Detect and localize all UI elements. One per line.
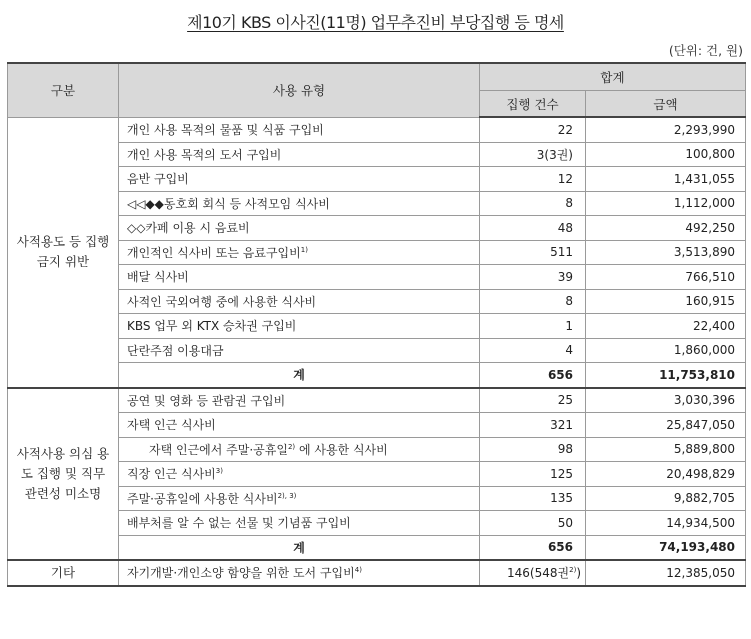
amount-cell: 3,030,396: [586, 388, 746, 413]
amount-cell: 100,800: [586, 142, 746, 167]
footnote-mark: 4): [354, 566, 362, 575]
count-cell: 3(3권): [480, 142, 586, 167]
amount-cell: 20,498,829: [586, 462, 746, 487]
subtotal-row: [8, 535, 746, 560]
table-row: [8, 117, 746, 142]
amount-cell: 1,112,000: [586, 191, 746, 216]
footnote-mark: 2): [569, 566, 577, 575]
count-cell: 50: [480, 511, 586, 536]
amount-cell: 160,915: [586, 289, 746, 314]
count-cell: 4: [480, 338, 586, 363]
table-row: [8, 486, 746, 511]
count-cell: 321: [480, 413, 586, 438]
amount-cell: 5,889,800: [586, 437, 746, 462]
footnote-mark: 1): [300, 245, 308, 254]
type-cell: ◁◁◆◆동호회 회식 등 사적모임 식사비: [119, 191, 480, 216]
table-row: [8, 265, 746, 290]
amount-cell: 766,510: [586, 265, 746, 290]
count-cell: 48: [480, 216, 586, 241]
table-row: [8, 338, 746, 363]
type-cell: 자택 인근 식사비: [119, 413, 480, 438]
type-cell: 개인 사용 목적의 도서 구입비: [119, 142, 480, 167]
amount-cell: 492,250: [586, 216, 746, 241]
table-row: [8, 511, 746, 536]
count-cell: 8: [480, 289, 586, 314]
table-row: [8, 462, 746, 487]
table-row: [8, 191, 746, 216]
subtotal-amount: 74,193,480: [586, 535, 746, 560]
count-cell: 8: [480, 191, 586, 216]
table-row: [8, 240, 746, 265]
table-row: [8, 560, 746, 586]
unit-label: (단위: 건, 원): [668, 43, 743, 58]
type-cell: 배부처를 알 수 없는 선물 및 기념품 구입비: [119, 511, 480, 536]
table-row: [8, 216, 746, 241]
header-amount: 금액: [586, 91, 746, 118]
amount-cell: 22,400: [586, 314, 746, 339]
type-cell: 공연 및 영화 등 관람권 구입비: [119, 388, 480, 413]
category-cell: 사적용도 등 집행금지 위반: [8, 117, 119, 388]
table-row: [8, 314, 746, 339]
header-count: 집행 건수: [480, 91, 586, 118]
subtotal-count: 656: [480, 535, 586, 560]
amount-cell: 9,882,705: [586, 486, 746, 511]
count-cell: 511: [480, 240, 586, 265]
subtotal-label: 계: [119, 535, 480, 560]
count-cell: 25: [480, 388, 586, 413]
amount-cell: 1,431,055: [586, 167, 746, 192]
count-cell: 12: [480, 167, 586, 192]
amount-cell: 1,860,000: [586, 338, 746, 363]
count-cell: 135: [480, 486, 586, 511]
type-cell: 단란주점 이용대금: [119, 338, 480, 363]
amount-cell: 2,293,990: [586, 117, 746, 142]
type-cell: 주말·공휴일에 사용한 식사비$^{2), 3)}$: [119, 486, 480, 511]
amount-cell: 3,513,890: [586, 240, 746, 265]
header-category: 구분: [8, 63, 119, 117]
table-row: [8, 167, 746, 192]
subtotal-amount: 11,753,810: [586, 363, 746, 388]
table-row: [8, 413, 746, 438]
category-cell: 기타: [8, 560, 119, 586]
footnote-mark: 2): [287, 442, 296, 451]
type-cell: 개인 사용 목적의 물품 및 식품 구입비: [119, 117, 480, 142]
type-cell: 개인적인 식사비 또는 음료구입비$^{1)}$: [119, 240, 480, 265]
subtotal-row: [8, 363, 746, 388]
type-cell: KBS 업무 외 KTX 승차권 구입비: [119, 314, 480, 339]
page-title: 제10기 KBS 이사진(11명) 업무추진비 부당집행 등 명세: [187, 13, 564, 32]
subtotal-label: 계: [119, 363, 480, 388]
type-cell: 사적인 국외여행 중에 사용한 식사비: [119, 289, 480, 314]
type-cell-sub: 자택 인근에서 주말·공휴일$^{2)}$ 에 사용한 식사비: [119, 437, 480, 462]
type-cell: 음반 구입비: [119, 167, 480, 192]
table-row: [8, 437, 746, 462]
count-cell: 146(548권$^{2)}$): [480, 560, 586, 586]
footnote-mark: 2), 3): [277, 491, 297, 500]
type-cell: 직장 인근 식사비$^{3)}$: [119, 462, 480, 487]
amount-cell: 25,847,050: [586, 413, 746, 438]
subtotal-count: 656: [480, 363, 586, 388]
table-row: [8, 142, 746, 167]
amount-cell: 14,934,500: [586, 511, 746, 536]
header-type: 사용 유형: [119, 63, 480, 117]
category-cell: 사적사용 의심 용도 집행 및 직무관련성 미소명: [8, 388, 119, 561]
type-cell: 자기개발·개인소양 함양을 위한 도서 구입비$^{4)}$: [119, 560, 480, 586]
footnote-mark: 3): [215, 467, 223, 476]
amount-cell: 12,385,050: [586, 560, 746, 586]
count-cell: 39: [480, 265, 586, 290]
table-row: [8, 388, 746, 413]
expense-table: [7, 62, 746, 587]
type-cell: ◇◇카페 이용 시 음료비: [119, 216, 480, 241]
count-cell: 125: [480, 462, 586, 487]
count-cell: 98: [480, 437, 586, 462]
count-cell: 1: [480, 314, 586, 339]
type-cell: 배달 식사비: [119, 265, 480, 290]
header-total: 합계: [480, 63, 746, 91]
table-row: [8, 289, 746, 314]
count-cell: 22: [480, 117, 586, 142]
